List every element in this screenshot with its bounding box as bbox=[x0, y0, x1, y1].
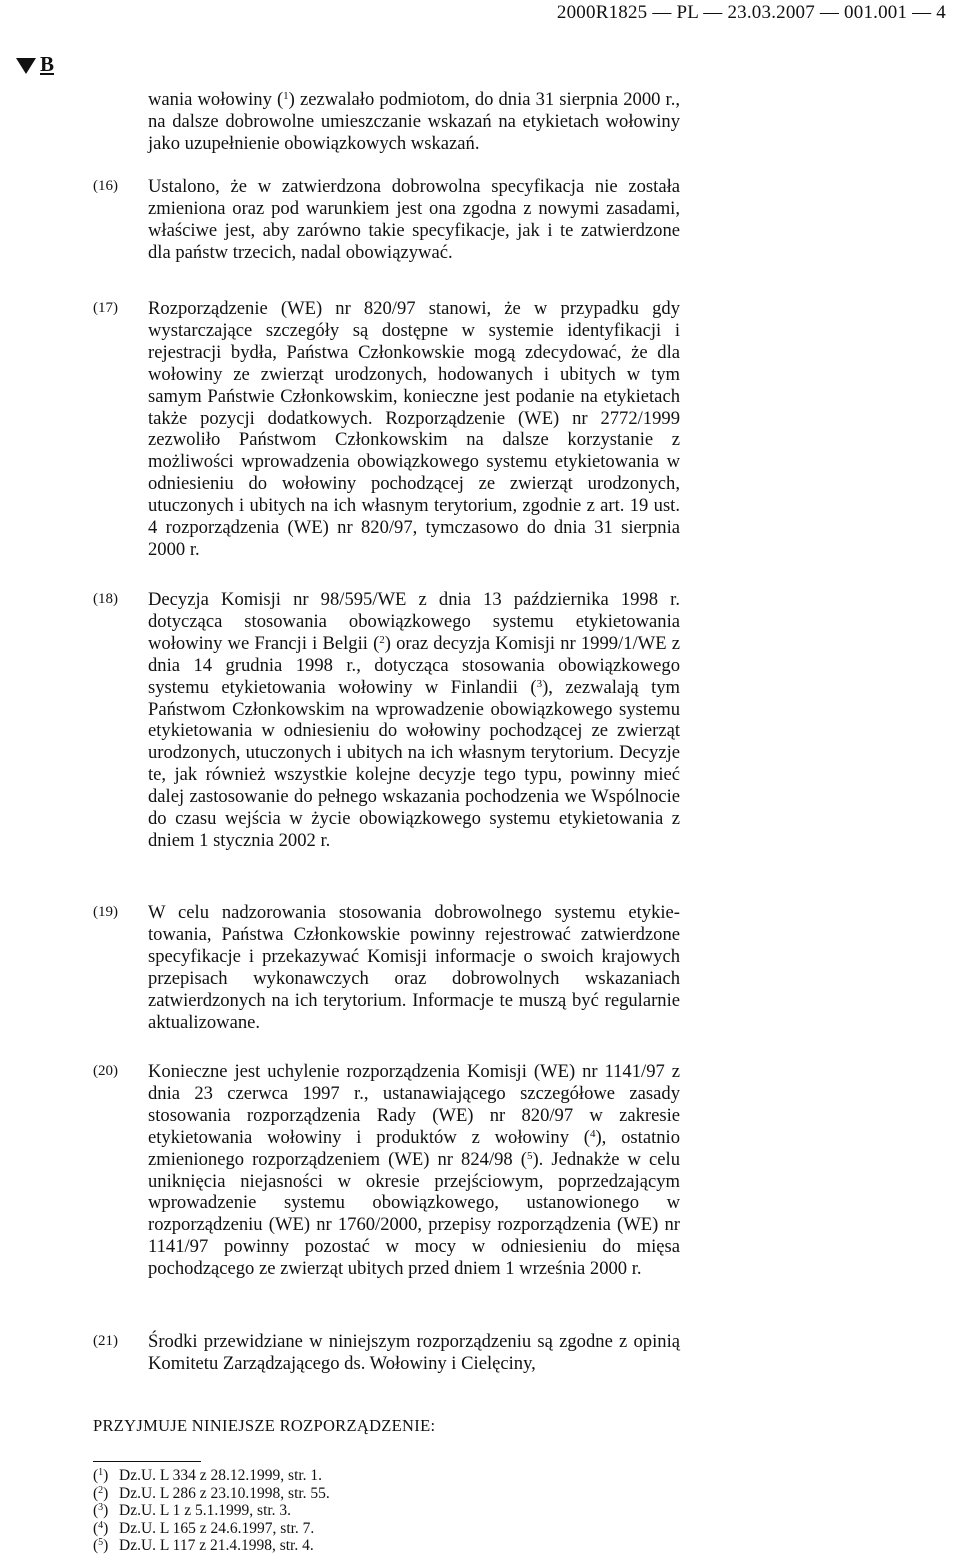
recital-text-part: ), zezwalają tym Państwom Członkowskim na wprowadzenie obowiązkowego systemu etykietowania w odniesieniu do wołowiny pochodzącej ze zwierząt urodzonych, utuczonych i ubitych na ich własnym terytorium. Decyzje te, jak również wszystkie kolejne decyzje tego typu, powinny mieć dalej zastosowanie do pełnego wskazania pochodzenia we Wspólnocie do czasu wejścia w życie obowiązkowego systemu etykietowania z dniem 1 stycznia 2002 r. bbox=[148, 676, 680, 851]
recital-text: Rozporządzenie (WE) nr 820/97 stanowi, że w przypadku gdy wystarczające szczegóły są dostępne w systemie identyfikacji i rejestracji bydła, Państwa Członkowskie mogą zdecydować, że dla wołowiny ze zwierząt urodzonych, hodowanych i ubitych w tym samym Państwie Członkowskim, konieczne jest podanie na etykietach także pozycji dodatkowych. Rozporządzenie (WE) nr 2772/1999 zezwoliło Państwom Członkowskim na dalsze korzystanie z możliwości wprowadzenia obowiązkowego systemu etykietowania w odniesieniu do wołowiny pochodzącej ze zwierząt urodzonych, utuczonych i ubitych na ich własnym terytorium, zgodnie z art. 19 ust. 4 rozporządzenia (WE) nr 820/97, tymczasowo do dnia 31 sierpnia 2000 r. bbox=[148, 298, 680, 560]
recital-text bbox=[148, 589, 680, 852]
recital-text bbox=[148, 1061, 680, 1280]
consolidation-marker bbox=[16, 52, 54, 77]
footnote-text: Dz.U. L 334 z 28.12.1999, str. 1. bbox=[119, 1467, 323, 1484]
recital-number: (19) bbox=[93, 904, 118, 920]
recital-text: Ustalono, że w zatwierdzona dobrowolna specyfikacja nie została zmieniona oraz pod warunkiem jest ona zgodna z nowymi zasadami, właściwe jest, aby zarówno takie specyfikacje, jak i te zatwierdzone dla państw trzecich, nadal obowiązywać. bbox=[148, 176, 680, 263]
footnote-item bbox=[93, 1467, 330, 1485]
footnote-item bbox=[93, 1502, 330, 1520]
marker-letter: B bbox=[40, 52, 55, 76]
recital-text: W celu nadzorowania stosowania dobrowolnego systemu etykietowania, Państwa Członkowskie powinny rejestrować zatwierdzone specyfikacje i przekazywać Komisji informacje o swoich krajowych przepisach wykonawczych oraz dobrowolnych wskazaniach zatwierdzonych na ich terytorium. Informacje te muszą być regularnie aktualizowane. bbox=[148, 902, 680, 1033]
recital-text-part: ). Jednakże w celu uniknięcia niejasności w okresie przejściowym, poprzedzającym wprowadzenie systemu obowiązkowego, ustanowionego w rozporządzeniu (WE) nr 1760/2000, przepisy rozporządzenia (WE) nr 1141/97 powinny pozostać w mocy w odniesieniu do mięsa pochodzącego ze zwierząt ubitych przed dniem 1 września 2000 r. bbox=[148, 1148, 680, 1280]
footnote-item bbox=[93, 1537, 330, 1555]
recital-text-part: ) oraz decyzja Komisji nr 1999/1/WE z dnia 14 grudnia 1998 r., dotycząca stosowania obowiązkowego systemu etykietowania wołowiny w Finlandii ( bbox=[148, 632, 680, 698]
recital-number: (18) bbox=[93, 591, 118, 607]
recital-number: (20) bbox=[93, 1063, 118, 1079]
footnote-marker: ($^5$) bbox=[93, 1537, 109, 1554]
footnote-marker: ($^4$) bbox=[93, 1519, 109, 1537]
intro-text-pre: wania wołowiny ( bbox=[148, 89, 284, 110]
intro-paragraph bbox=[148, 89, 680, 155]
footnotes bbox=[93, 1467, 330, 1555]
footnote-ref: 3 bbox=[536, 677, 543, 690]
recital-number: (21) bbox=[93, 1333, 118, 1349]
recital-text-part: Konieczne jest uchylenie rozporządzenia Komisji (WE) nr 1141/97 z dnia 23 czerwca 1997 r., ustanawiającego szczegółowe zasady stosowania rozporządzenia Rady (WE) nr 820/97 w zakresie etykietowania wołowiny i produktów z wołowiny ( bbox=[148, 1061, 680, 1148]
recital-text: Środki przewidziane w niniejszym rozporządzeniu są zgodne z opinią Komitetu Zarządzającego ds. Wołowiny i Cielęciny, bbox=[148, 1331, 680, 1374]
footnote-ref: 5 bbox=[526, 1149, 533, 1162]
footnote-separator bbox=[93, 1461, 201, 1462]
recital-number: (16) bbox=[93, 178, 118, 194]
running-head: 2000R1825 — PL — 23.03.2007 — 001.001 — 4 bbox=[556, 2, 946, 23]
footnote-ref: 1 bbox=[283, 90, 289, 102]
footnote-marker: ($^3$) bbox=[93, 1502, 109, 1519]
footnote-marker: ($^1$) bbox=[93, 1467, 109, 1484]
footnote-ref: 4 bbox=[589, 1127, 596, 1140]
recital-number: (17) bbox=[93, 300, 118, 316]
footnote-text: Dz.U. L 1 z 5.1.1999, str. 3. bbox=[119, 1502, 292, 1519]
footnote-item bbox=[93, 1520, 330, 1538]
enacting-clause: PRZYJMUJE NINIEJSZE ROZPORZĄDZENIE: bbox=[93, 1416, 436, 1435]
footnote-marker: ($^2$) bbox=[93, 1484, 109, 1502]
footnote-ref: 2 bbox=[379, 633, 385, 646]
footnote-text: Dz.U. L 286 z 23.10.1998, str. 55. bbox=[119, 1484, 330, 1502]
recital-text-part: ), ostatnio zmienionego rozporządzeniem (WE) nr 824/98 ( bbox=[148, 1126, 680, 1170]
footnote-text: Dz.U. L 165 z 24.6.1997, str. 7. bbox=[119, 1519, 315, 1537]
intro-text-post: ) zezwalało podmiotom, do dnia 31 sierpnia 2000 r., na dalsze dobrowolne umieszczanie wskazań na etykietach wołowiny jako uzupełnienie obowiązkowych wskazań. bbox=[148, 89, 680, 154]
footnote-text: Dz.U. L 117 z 21.4.1998, str. 4. bbox=[119, 1537, 314, 1554]
footnote-item bbox=[93, 1485, 330, 1503]
triangle-down-icon bbox=[16, 58, 36, 74]
recital-text-part: Decyzja Komisji nr 98/595/WE z dnia 13 października 1998 r. dotycząca stosowania obowiązkowego systemu etykietowania wołowiny we Francji i Belgii ( bbox=[148, 589, 680, 654]
